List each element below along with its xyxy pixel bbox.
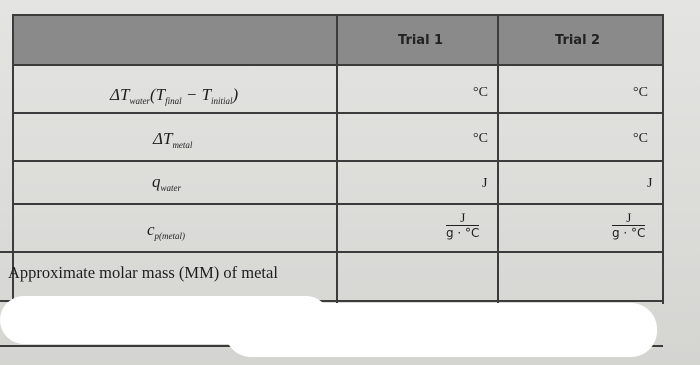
final-subscript: final [165, 96, 182, 106]
unit-numerator: J [446, 210, 479, 226]
paren-close: ) [232, 85, 239, 104]
initial-subscript: initial [211, 96, 233, 106]
column-header-trial-1: Trial 1 [398, 33, 444, 48]
unit-numerator: J [612, 210, 645, 226]
row-label-specific-heat-metal [147, 220, 185, 241]
c-symbol: c [147, 220, 155, 239]
table-column-divider [497, 14, 499, 304]
unit-trial-1: °C [473, 85, 488, 100]
p-metal-subscript: p(metal) [154, 231, 186, 241]
table-column-divider [336, 14, 338, 304]
q-symbol: q [152, 172, 161, 191]
unit-denominator: g · °C [446, 226, 480, 240]
table-row-divider [12, 64, 663, 66]
table-row-divider [12, 160, 663, 162]
delta-t-symbol: ΔT [153, 129, 173, 148]
unit-fraction-trial-2 [612, 210, 645, 241]
unit-trial-2: J [647, 176, 653, 191]
unit-trial-1: °C [473, 131, 488, 146]
unit-fraction-trial-1 [446, 210, 479, 241]
unit-trial-2: °C [633, 131, 648, 146]
unit-trial-2: °C [633, 85, 648, 100]
table-row-divider [12, 203, 663, 205]
table-border-right [662, 14, 664, 304]
table-row-divider [12, 112, 663, 114]
row-label-q-water [152, 172, 181, 193]
table-row-divider [0, 251, 663, 253]
table-border-left [12, 14, 14, 304]
redaction-mark [225, 303, 657, 357]
water-subscript: water [129, 96, 150, 106]
metal-subscript: metal [172, 140, 193, 150]
table-border-top [12, 14, 663, 16]
unit-denominator: g · °C [612, 226, 646, 240]
unit-trial-1: J [482, 176, 488, 191]
column-header-trial-2: Trial 2 [555, 33, 601, 48]
row-label-molar-mass: Approximate molar mass (MM) of metal [8, 263, 278, 282]
water-subscript: water [160, 183, 182, 193]
minus-t: − T [185, 85, 212, 104]
paren-open: (T [149, 85, 166, 104]
delta-t-symbol: ΔT [110, 85, 130, 104]
row-label-delta-t-metal [153, 129, 192, 150]
row-label-delta-t-water [110, 85, 238, 106]
